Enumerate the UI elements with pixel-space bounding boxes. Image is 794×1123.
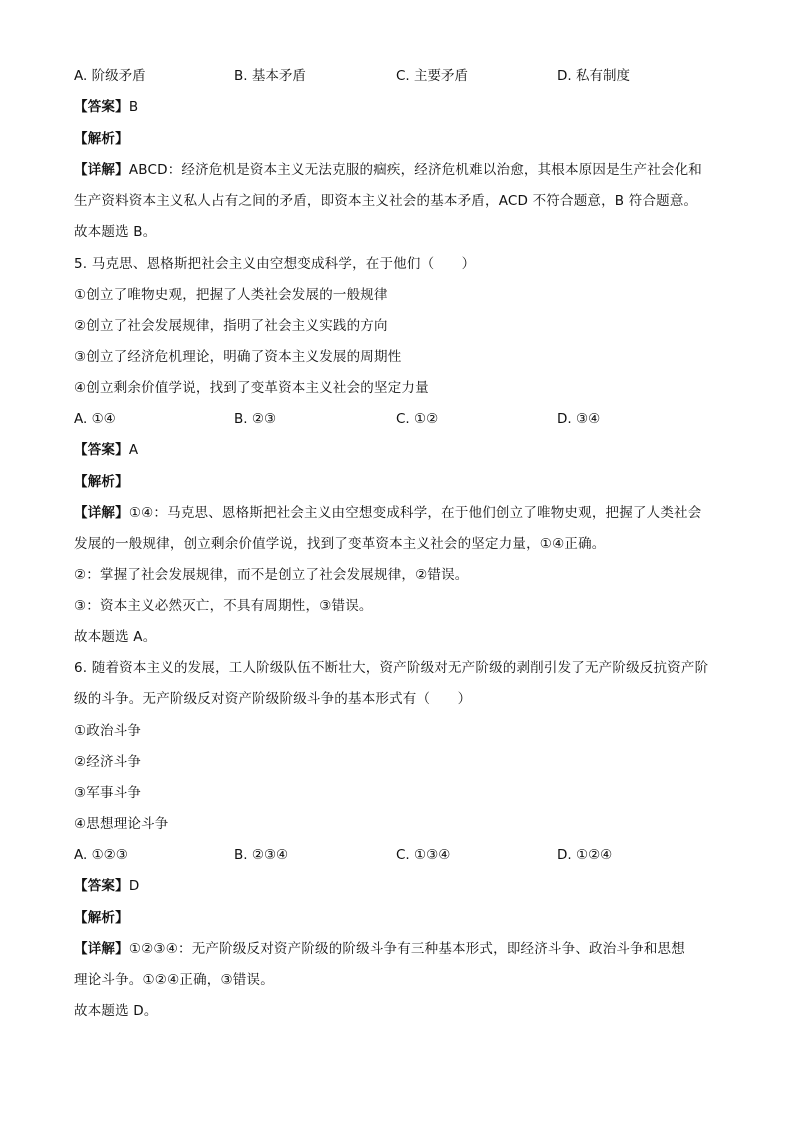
q6-answer [74, 876, 139, 896]
q6-detail-line-1 [74, 939, 685, 959]
detail-text: ①②③④：无产阶级反对资产阶级的阶级斗争有三种基本形式，即经济斗争、政治斗争和思想 [128, 941, 685, 957]
answer-value: A [128, 442, 139, 458]
q5-option-a: A. ①④ [74, 411, 116, 427]
q5-option-d: D. ③④ [557, 411, 601, 427]
q5-detail-line-2: 发展的一般规律，创立剩余价值学说，找到了变革资本主义社会的坚定力量，①④正确。 [74, 536, 606, 552]
detail-tag: 【详解】 [74, 941, 129, 957]
q5-detail-line-1 [74, 503, 701, 523]
q6-detail-line-2: 理论斗争。①②④正确，③错误。 [74, 972, 274, 988]
q6-option-a: A. ①②③ [74, 847, 128, 863]
q4-option-c: C. 主要矛盾 [396, 68, 469, 84]
q6-conclusion: 故本题选 D。 [74, 1003, 158, 1019]
detail-text: ①④：马克思、恩格斯把社会主义由空想变成科学，在于他们创立了唯物史观，把握了人类社会 [128, 505, 702, 521]
q6-item-1: ①政治斗争 [74, 723, 142, 739]
q6-analysis-tag: 【解析】 [74, 910, 129, 926]
q4-option-a: A. 阶级矛盾 [74, 68, 146, 84]
q5-option-b: B. ②③ [234, 411, 277, 427]
q4-analysis-tag: 【解析】 [74, 131, 129, 147]
q6-item-2: ②经济斗争 [74, 754, 142, 770]
q5-detail-line-3: ②：掌握了社会发展规律，而不是创立了社会发展规律，②错误。 [74, 567, 469, 583]
q4-detail-line-2: 生产资料资本主义私人占有之间的矛盾，即资本主义社会的基本矛盾，ACD 不符合题意，B 符合题意。 [74, 193, 698, 209]
q6-option-c: C. ①③④ [396, 847, 451, 863]
answer-value: D [128, 878, 140, 894]
detail-tag: 【详解】 [74, 162, 129, 178]
q4-option-b: B. 基本矛盾 [234, 68, 306, 84]
answer-tag: 【答案】 [74, 878, 129, 894]
q6-option-b: B. ②③④ [234, 847, 289, 863]
detail-text: ABCD：经济危机是资本主义无法克服的痼疾，经济危机难以治愈，其根本原因是生产社会化和 [128, 162, 702, 178]
q4-option-d: D. 私有制度 [557, 68, 630, 84]
q4-detail-line-1 [74, 160, 702, 180]
q5-item-3: ③创立了经济危机理论，明确了资本主义发展的周期性 [74, 349, 402, 365]
q5-detail-line-4: ③：资本主义必然灭亡，不具有周期性，③错误。 [74, 598, 373, 614]
q5-answer [74, 440, 138, 460]
q5-item-1: ①创立了唯物史观，把握了人类社会发展的一般规律 [74, 287, 388, 303]
answer-value: B [128, 99, 139, 115]
q4-answer [74, 97, 138, 117]
answer-tag: 【答案】 [74, 442, 129, 458]
q5-item-4: ④创立剩余价值学说，找到了变革资本主义社会的坚定力量 [74, 380, 429, 396]
q6-option-d: D. ①②④ [557, 847, 613, 863]
q6-stem-line-1: 6. 随着资本主义的发展，工人阶级队伍不断壮大，资产阶级对无产阶级的剥削引发了无产阶级反抗资产阶 [74, 660, 709, 676]
q6-item-3: ③军事斗争 [74, 785, 142, 801]
detail-tag: 【详解】 [74, 505, 129, 521]
q5-option-c: C. ①② [396, 411, 439, 427]
q5-analysis-tag: 【解析】 [74, 474, 129, 490]
q4-conclusion: 故本题选 B。 [74, 224, 157, 240]
answer-tag: 【答案】 [74, 99, 129, 115]
q5-stem: 5. 马克思、恩格斯把社会主义由空想变成科学，在于他们（ ） [74, 256, 476, 272]
q6-item-4: ④思想理论斗争 [74, 816, 169, 832]
q5-conclusion: 故本题选 A。 [74, 629, 157, 645]
q6-stem-line-2: 级的斗争。无产阶级反对资产阶级阶级斗争的基本形式有（ ） [74, 691, 472, 707]
q5-item-2: ②创立了社会发展规律，指明了社会主义实践的方向 [74, 318, 388, 334]
